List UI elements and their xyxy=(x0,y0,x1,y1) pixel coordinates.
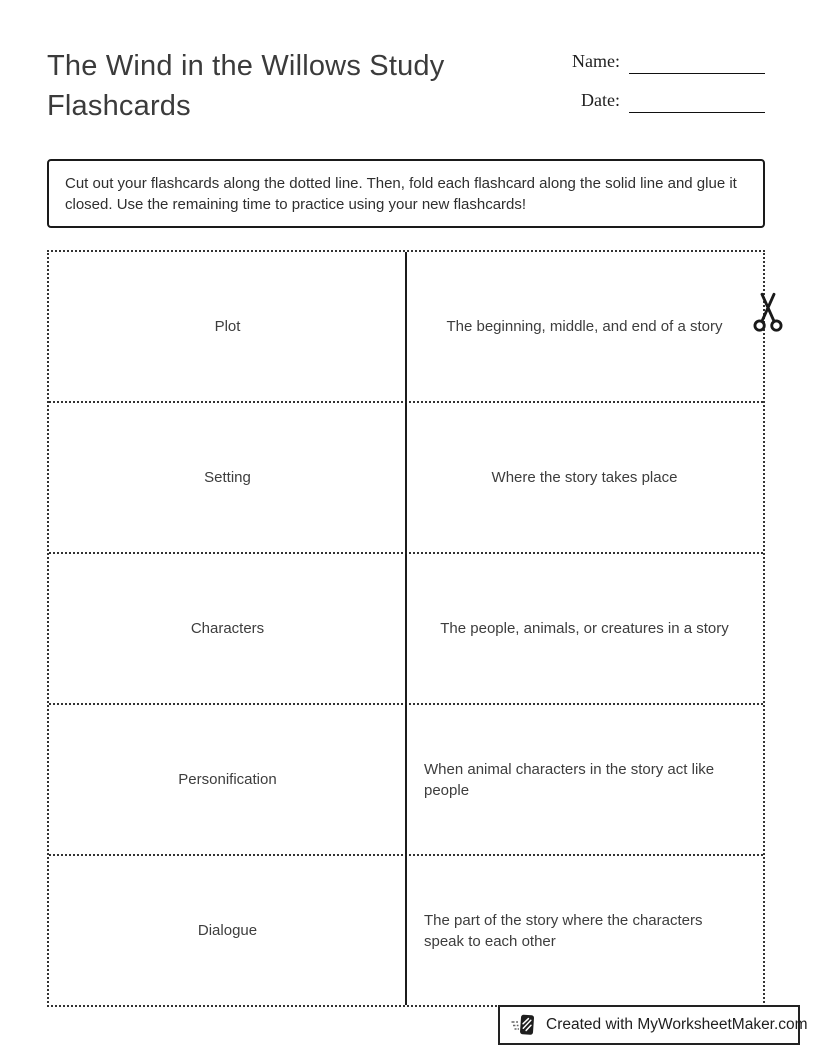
scissors-icon xyxy=(750,292,786,334)
flashcard-term: Personification xyxy=(178,771,277,788)
flashcard-front xyxy=(49,856,406,1005)
flashcard-term: Dialogue xyxy=(197,922,258,939)
flashcard-front xyxy=(49,554,406,703)
flashcard-grid-container xyxy=(47,250,765,1007)
flashcard-back xyxy=(406,252,763,401)
flashcard-definition: The part of the story where the characters speak to each other xyxy=(424,911,703,950)
flashcard-back xyxy=(406,554,763,703)
flashcard-front xyxy=(49,705,406,854)
flashcard-front xyxy=(49,252,406,401)
instructions-text: Cut out your flashcards along the dotted line. Then, fold each flashcard along the solid line and glue it closed. Use the remaining time to practice using your new flashcards! xyxy=(65,174,737,213)
name-blank-line xyxy=(629,50,765,74)
name-date-block xyxy=(572,50,765,128)
date-row xyxy=(572,89,765,113)
footer-credit-box xyxy=(498,1005,808,1045)
instructions-box xyxy=(47,159,765,228)
flashcard-back xyxy=(406,856,763,1005)
flashcard-term: Plot xyxy=(214,318,241,335)
name-label: Name: xyxy=(572,51,620,71)
flashcard-back xyxy=(406,403,763,552)
date-label: Date: xyxy=(581,90,620,110)
credit-text: Created with MyWorksheetMaker.com xyxy=(546,1016,808,1033)
date-blank-line xyxy=(629,89,765,113)
flashcard-definition: Where the story takes place xyxy=(491,469,678,486)
flashcard-definition: The beginning, middle, and end of a story xyxy=(446,318,723,335)
flashcard-term: Characters xyxy=(190,620,265,637)
flashcard-back xyxy=(406,705,763,854)
name-row xyxy=(572,50,765,74)
flashcard-front xyxy=(49,403,406,552)
flashcard-definition: When animal characters in the story act like people xyxy=(424,760,715,799)
fold-line xyxy=(405,252,407,1005)
page-title: The Wind in the Willows Study Flashcards xyxy=(47,50,445,122)
myworksheetmaker-logo-icon xyxy=(510,1011,538,1039)
flashcard-definition: The people, animals, or creatures in a story xyxy=(440,620,729,637)
flashcard-term: Setting xyxy=(204,469,251,486)
